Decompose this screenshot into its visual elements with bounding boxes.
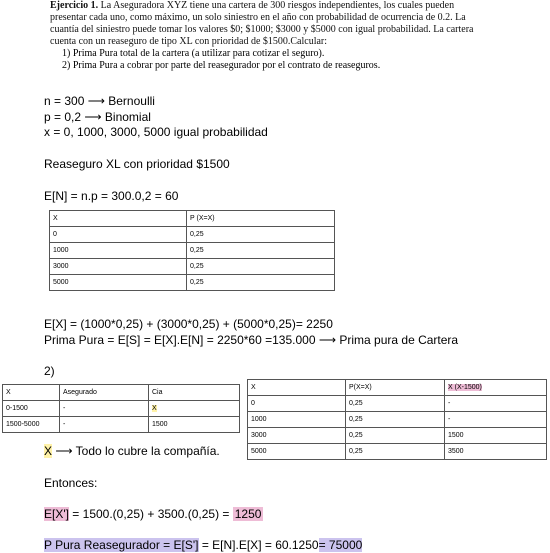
- table-cell: 1000: [248, 412, 346, 428]
- table-cell: 5000: [50, 275, 187, 291]
- table-cell: 3500: [445, 444, 547, 460]
- ex-line: E[X] = (1000*0,25) + (3000*0,25) + (5000*0,25)= 2250: [44, 317, 333, 331]
- table-cell: 1500-5000: [3, 417, 60, 433]
- table-header: X: [3, 385, 60, 401]
- exercise-line-1: [50, 0, 542, 12]
- table-row: [50, 227, 335, 243]
- table-cell: 0,25: [187, 275, 335, 291]
- ex-prime-formula: = 1500.(0,25) + 3500.(0,25) =: [68, 507, 233, 521]
- prima-reasegurador-formula: = E[N].E[X] = 60.1250: [198, 538, 319, 552]
- exercise-statement: [50, 0, 542, 48]
- table-cell: -: [60, 401, 149, 417]
- table-row: [50, 243, 335, 259]
- probability-table: [49, 210, 335, 291]
- ex-prime-result: 1250: [234, 507, 262, 521]
- table-cell: 0,25: [187, 259, 335, 275]
- entonces-line: Entonces:: [44, 476, 98, 490]
- table-cell: 0-1500: [3, 401, 60, 417]
- table-header: P (X=X): [187, 211, 335, 227]
- todo-line: [44, 444, 220, 459]
- x-line: x = 0, 1000, 3000, 5000 igual probabilidad: [44, 125, 268, 139]
- table-header-row: [248, 380, 547, 396]
- table-cell: -: [445, 396, 547, 412]
- table-cell: 0,25: [346, 396, 445, 412]
- table-header: Cia: [149, 385, 240, 401]
- table-cell: 1000: [50, 243, 187, 259]
- exercise-item-2: 2) Prima Pura a cobrar por parte del reasegurador por el contrato de reaseguros.: [62, 60, 381, 71]
- table-cell: -: [445, 412, 547, 428]
- todo-x-highlight: X: [44, 444, 53, 458]
- exercise-line-2: presentar cada uno, como máximo, un solo siniestro en el año con probabilidad de ocurrencia de 0.2. La: [50, 12, 466, 23]
- excess-table: [247, 379, 547, 460]
- n-line: n = 300 ⟶ Bernoulli: [44, 94, 155, 108]
- table-row: [3, 417, 240, 433]
- table-cell: 0,25: [187, 243, 335, 259]
- exercise-line-3: cuantía del siniestro puede tomar los valores $0; $1000; $3000 y $5000 con igual probabilidad. La cartera: [50, 24, 474, 35]
- prima-reasegurador-label: P Pura Reasegurador = E[S']: [44, 538, 199, 552]
- table-cell: 3000: [248, 428, 346, 444]
- exercise-items: [62, 48, 380, 72]
- table-cell: 0,25: [187, 227, 335, 243]
- prima-reasegurador-result: = 75000: [318, 538, 363, 552]
- table-header-row: [3, 385, 240, 401]
- excess-header-highlight: X (X-1500): [448, 384, 482, 391]
- table-header: X: [50, 211, 187, 227]
- exercise-line-4: cuenta con un reaseguro de tipo XL con prioridad de $1500.Calcular:: [50, 36, 328, 47]
- table-header: Asegurado: [60, 385, 149, 401]
- part-2-label: 2): [44, 364, 55, 378]
- en-line: E[N] = n.p = 300.0,2 = 60: [44, 189, 179, 203]
- exercise-heading: Ejercicio 1.: [50, 0, 99, 11]
- table-header: X: [248, 380, 346, 396]
- reaseguro-line: Reaseguro XL con prioridad $1500: [44, 157, 230, 171]
- table-cell: 0,25: [346, 444, 445, 460]
- exercise-item-1: 1) Prima Pura total de la cartera (a utilizar para cotizar el seguro).: [62, 48, 325, 59]
- table-cell: 0,25: [346, 428, 445, 444]
- table-header: [445, 380, 547, 396]
- table-cell: 5000: [248, 444, 346, 460]
- table-cell: 1500: [149, 417, 240, 433]
- table-cell: 3000: [50, 259, 187, 275]
- table-cell: 0: [248, 396, 346, 412]
- coverage-table: [2, 384, 240, 433]
- table-cell: 0,25: [346, 412, 445, 428]
- prima-pura-line: Prima Pura = E[S] = E[X].E[N] = 2250*60 =135.000 ⟶ Prima pura de Cartera: [44, 333, 459, 347]
- prima-reasegurador-line: [44, 538, 362, 553]
- table-cell: [149, 401, 240, 417]
- table-row: [3, 401, 240, 417]
- table-row: [50, 275, 335, 291]
- table-row: [248, 396, 547, 412]
- table-row: [248, 412, 547, 428]
- table-row: [248, 428, 547, 444]
- table-cell: -: [60, 417, 149, 433]
- ex-prime-highlight: E[X']: [44, 507, 69, 521]
- ex-prime-line: [44, 507, 263, 522]
- table-header-row: [50, 211, 335, 227]
- table-row: [248, 444, 547, 460]
- table-header: P(X=X): [346, 380, 445, 396]
- table-cell: 0: [50, 227, 187, 243]
- cia-x-highlight: X: [152, 405, 157, 412]
- table-row: [50, 259, 335, 275]
- todo-text: ⟶ Todo lo cubre la compañía.: [52, 444, 220, 458]
- exercise-text-1: La Aseguradora XYZ tiene una cartera de 300 riesgos independientes, los cuales pueden: [100, 0, 455, 11]
- p-line: p = 0,2 ⟶ Binomial: [44, 110, 151, 124]
- table-cell: 1500: [445, 428, 547, 444]
